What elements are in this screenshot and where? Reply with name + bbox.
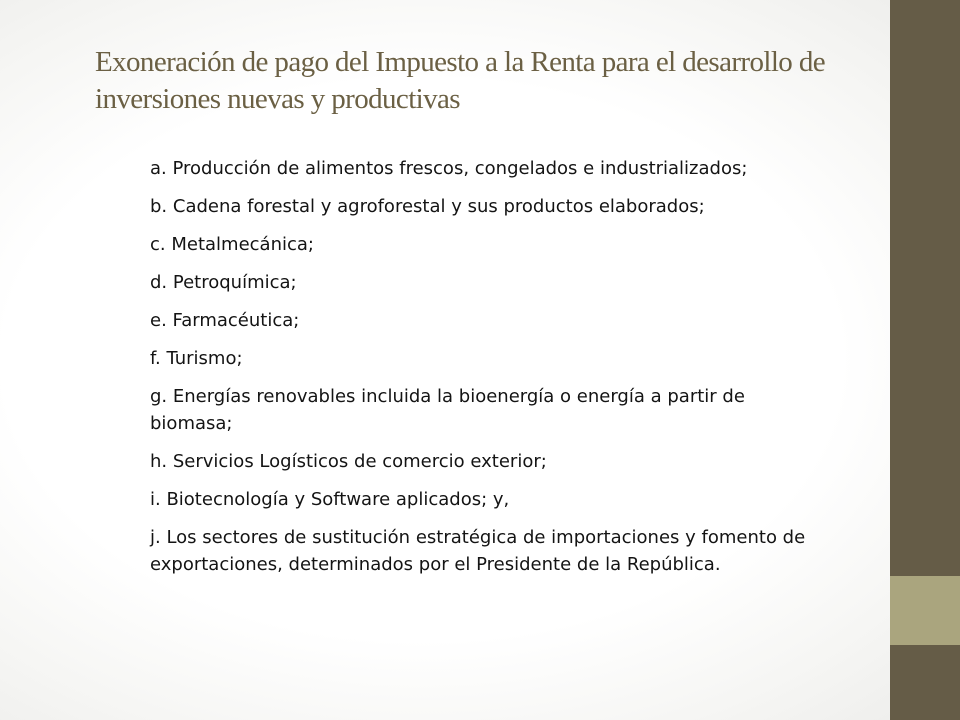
- list-item: h. Servicios Logísticos de comercio exterior;: [150, 451, 547, 472]
- decorative-sidebar-accent: [890, 576, 960, 645]
- decorative-sidebar-dark: [890, 0, 960, 576]
- list-item: j. Los sectores de sustitución estratégica de importaciones y fomento de exportaciones, determinados por el Presidente de la República.: [150, 527, 806, 575]
- list-item: b. Cadena forestal y agroforestal y sus productos elaborados;: [150, 196, 705, 217]
- slide-title: Exoneración de pago del Impuesto a la Renta para el desarrollo de inversiones nuevas y productivas: [95, 46, 825, 115]
- list-item: c. Metalmecánica;: [150, 234, 314, 255]
- list-item: g. Energías renovables incluida la bioenergía o energía a partir de biomasa;: [150, 386, 745, 434]
- decorative-sidebar-bottom: [890, 645, 960, 720]
- list-item: i. Biotecnología y Software aplicados; y,: [150, 489, 510, 510]
- list-item: d. Petroquímica;: [150, 272, 297, 293]
- list-item: f. Turismo;: [150, 348, 243, 369]
- sector-list: [150, 155, 830, 589]
- list-item: e. Farmacéutica;: [150, 310, 300, 331]
- list-item: a. Producción de alimentos frescos, congelados e industrializados;: [150, 158, 748, 179]
